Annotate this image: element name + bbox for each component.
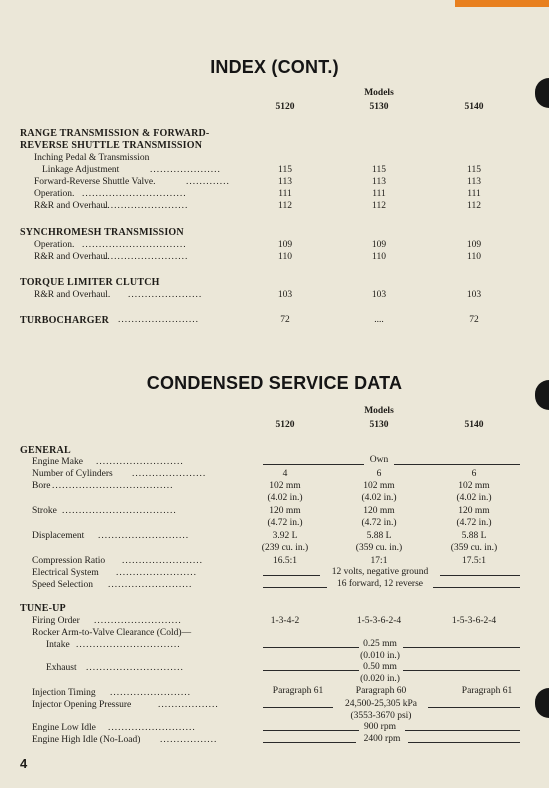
spec-value: (4.02 in.)	[361, 493, 397, 503]
dot-leader: ...............................	[82, 240, 187, 250]
spec-value: 6	[376, 469, 382, 479]
spec-label: Number of Cylinders	[32, 469, 113, 479]
spec-value: 102 mm	[363, 481, 395, 491]
spec-value: 24,500-25,305 kPa	[344, 699, 418, 709]
spec-value: 120 mm	[458, 506, 490, 516]
page-ref: 103	[371, 290, 387, 300]
span-rule	[403, 647, 520, 648]
span-rule	[263, 670, 359, 671]
spec-value: 102 mm	[458, 481, 490, 491]
spec-label: Intake	[46, 640, 70, 650]
spec-label: Engine High Idle (No-Load)	[32, 735, 141, 745]
dot-leader: ...............................	[82, 189, 187, 199]
index-entry: R&R and Overhaul.	[34, 290, 111, 300]
page-ref: ....	[374, 315, 384, 325]
model-5120-header: 5120	[275, 420, 295, 430]
spec-value: Own	[369, 455, 389, 465]
spec-value: 3.92 L	[272, 531, 298, 541]
dot-leader: ..........................	[94, 616, 182, 626]
spec-value: 0.50 mm	[363, 662, 397, 672]
span-rule	[263, 742, 356, 743]
span-rule	[263, 575, 320, 576]
spec-value: 16 forward, 12 reverse	[337, 579, 423, 589]
dot-leader: ..................................	[62, 506, 177, 516]
spec-value: 120 mm	[269, 506, 301, 516]
index-entry: Operation.	[34, 189, 75, 199]
dot-leader: ......................	[128, 290, 203, 300]
thumb-index-mark	[535, 78, 549, 108]
index-entry: R&R and Overhaul	[34, 201, 108, 211]
thumb-index-mark	[535, 688, 549, 718]
spec-value: (4.72 in.)	[267, 518, 303, 528]
page-ref: 112	[372, 201, 386, 211]
page-ref: 109	[371, 240, 387, 250]
page-ref: 115	[372, 165, 386, 175]
dot-leader: .....................	[150, 165, 221, 175]
span-rule	[440, 575, 520, 576]
dot-leader: ........................	[118, 315, 199, 325]
spec-label: Stroke	[32, 506, 57, 516]
section-heading: GENERAL	[20, 445, 71, 456]
spec-label: Electrical System	[32, 568, 99, 578]
spec-value: 12 volts, negative ground	[331, 567, 429, 577]
span-rule	[405, 730, 520, 731]
index-entry: Inching Pedal & Transmission	[34, 153, 150, 163]
section-heading: TORQUE LIMITER CLUTCH	[20, 277, 160, 288]
span-rule	[263, 464, 364, 465]
spec-label: Engine Make	[32, 457, 83, 467]
model-5130-header: 5130	[369, 102, 389, 112]
section-heading: RANGE TRANSMISSION & FORWARD-	[20, 128, 210, 139]
index-entry: R&R and Overhaul	[34, 252, 108, 262]
dot-leader: ....................................	[52, 481, 174, 491]
spec-value: (359 cu. in.)	[355, 543, 403, 553]
spec-value: 5.88 L	[461, 531, 487, 541]
span-rule	[408, 742, 520, 743]
spec-label: Injection Timing	[32, 688, 96, 698]
dot-leader: ...............................	[76, 640, 181, 650]
page-ref: 103	[466, 290, 482, 300]
dot-leader: .........................	[104, 252, 189, 262]
spec-value: 2400 rpm	[363, 734, 401, 744]
spec-value: 120 mm	[363, 506, 395, 516]
spec-value: (0.010 in.)	[360, 651, 400, 661]
dot-leader: ..........................	[108, 723, 196, 733]
span-rule	[263, 707, 333, 708]
span-rule	[394, 464, 520, 465]
page-ref: 110	[278, 252, 292, 262]
spec-value: Paragraph 60	[355, 686, 407, 696]
dot-leader: .........................	[104, 201, 189, 211]
dot-leader: ..................	[158, 700, 219, 710]
page-ref: 72	[280, 315, 290, 325]
index-entry: Forward-Reverse Shuttle Valve.	[34, 177, 156, 187]
page-ref: 111	[467, 189, 481, 199]
page-number: 4	[20, 756, 28, 771]
spec-value: 4	[282, 469, 288, 479]
page-ref: 112	[467, 201, 481, 211]
page-ref: 109	[277, 240, 293, 250]
spec-value: (4.72 in.)	[456, 518, 492, 528]
spec-label: Rocker Arm-to-Valve Clearance (Cold)—	[32, 628, 192, 638]
dot-leader: ........................	[110, 688, 191, 698]
orange-corner-tab	[455, 0, 549, 7]
span-rule	[263, 587, 327, 588]
page-ref: 111	[372, 189, 386, 199]
dot-leader: .............	[186, 177, 230, 187]
spec-label: Engine Low Idle	[32, 723, 96, 733]
page-ref: 115	[467, 165, 481, 175]
spec-label: Injector Opening Pressure	[32, 700, 132, 710]
spec-value: Paragraph 61	[272, 686, 324, 696]
page-ref: 110	[372, 252, 386, 262]
span-rule	[263, 647, 359, 648]
spec-label: Bore	[32, 481, 51, 491]
dot-leader: ........................	[122, 556, 203, 566]
page-ref: 110	[467, 252, 481, 262]
page-ref: 113	[278, 177, 292, 187]
service-data-title: CONDENSED SERVICE DATA	[146, 373, 403, 393]
spec-label: Compression Ratio	[32, 556, 106, 566]
spec-value: (239 cu. in.)	[261, 543, 309, 553]
spec-value: 17.5:1	[461, 556, 487, 566]
spec-value: (3553-3670 psi)	[350, 711, 412, 721]
dot-leader: .........................	[108, 580, 193, 590]
spec-value: 16.5:1	[272, 556, 298, 566]
model-5130-header: 5130	[369, 420, 389, 430]
section-heading: SYNCHROMESH TRANSMISSION	[20, 227, 184, 238]
spec-label: Speed Selection	[32, 580, 93, 590]
section-heading: TUNE-UP	[20, 603, 66, 614]
page-ref: 109	[466, 240, 482, 250]
spec-value: 0.25 mm	[363, 639, 397, 649]
page-ref: 112	[278, 201, 292, 211]
section-heading: TURBOCHARGER	[20, 315, 110, 326]
spec-value: 5.88 L	[366, 531, 392, 541]
section-heading: REVERSE SHUTTLE TRANSMISSION	[20, 140, 203, 151]
page-ref: 103	[277, 290, 293, 300]
spec-label: Firing Order	[32, 616, 80, 626]
dot-leader: ..........................	[96, 457, 184, 467]
spec-label: Displacement	[32, 531, 85, 541]
models-label: Models	[364, 406, 394, 416]
spec-value: 6	[471, 469, 477, 479]
index-title: INDEX (CONT.)	[210, 57, 339, 77]
spec-value: 17:1	[370, 556, 388, 566]
spec-value: 102 mm	[269, 481, 301, 491]
spec-value: (359 cu. in.)	[450, 543, 498, 553]
spec-value: 1-3-4-2	[270, 616, 300, 626]
dot-leader: ...........................	[98, 531, 190, 541]
spec-value: 900 rpm	[364, 722, 396, 732]
dot-leader: .................	[160, 735, 218, 745]
index-entry: Linkage Adjustment	[42, 165, 120, 175]
spec-label: Exhaust	[46, 663, 77, 673]
page-ref: 111	[278, 189, 292, 199]
index-entry: Operation.	[34, 240, 75, 250]
page-ref: 113	[467, 177, 481, 187]
dot-leader: ......................	[132, 469, 207, 479]
dot-leader: .............................	[86, 663, 184, 673]
dot-leader: ........................	[116, 568, 197, 578]
spec-value: (4.72 in.)	[361, 518, 397, 528]
model-5140-header: 5140	[464, 102, 484, 112]
model-5140-header: 5140	[464, 420, 484, 430]
model-5120-header: 5120	[275, 102, 295, 112]
span-rule	[403, 670, 520, 671]
span-rule	[263, 730, 359, 731]
page-ref: 115	[278, 165, 292, 175]
span-rule	[433, 587, 520, 588]
page-ref: 113	[372, 177, 386, 187]
spec-value: (0.020 in.)	[360, 674, 400, 684]
spec-value: (4.02 in.)	[267, 493, 303, 503]
spec-value: 1-5-3-6-2-4	[356, 616, 402, 626]
spec-value: Paragraph 61	[461, 686, 513, 696]
models-label: Models	[364, 88, 394, 98]
spec-value: 1-5-3-6-2-4	[451, 616, 497, 626]
spec-value: (4.02 in.)	[456, 493, 492, 503]
page-ref: 72	[469, 315, 479, 325]
span-rule	[428, 707, 520, 708]
